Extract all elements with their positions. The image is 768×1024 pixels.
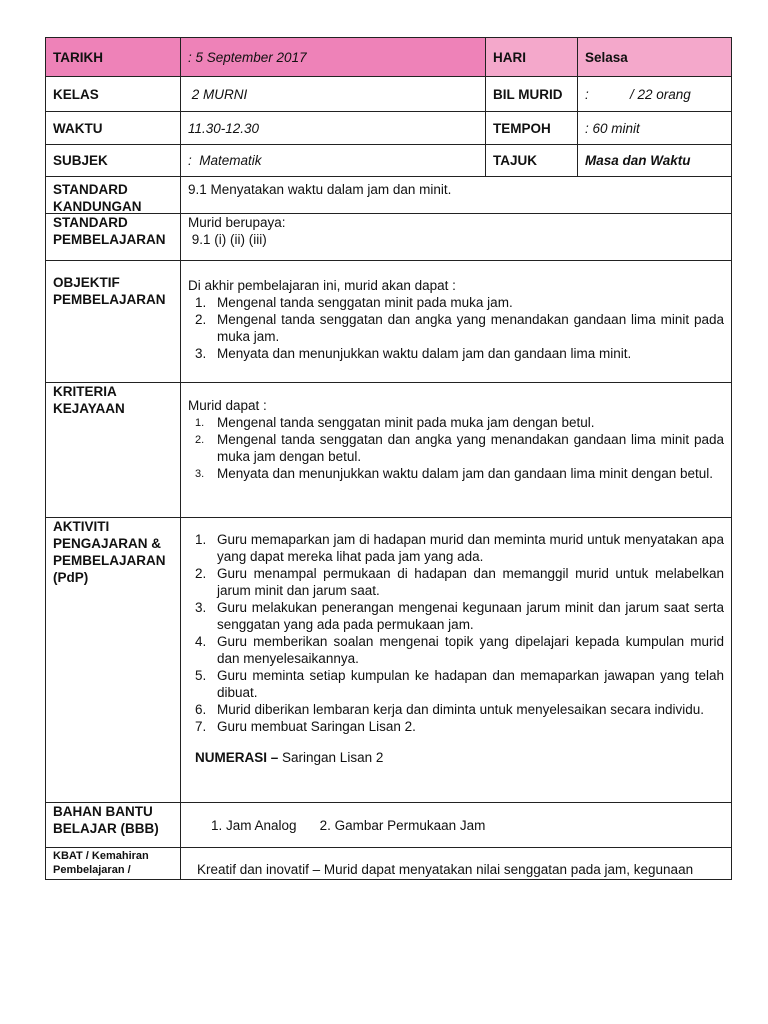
kriteria-list — [188, 414, 724, 482]
list-item: 1. Mengenal tanda senggatan minit pada muka jam. — [195, 295, 513, 310]
objektif-label: OBJEKTIF PEMBELAJARAN — [46, 261, 181, 382]
bil-murid-label: BIL MURID — [486, 77, 578, 111]
kelas-row — [46, 77, 731, 112]
list-item: 3. Guru melakukan penerangan mengenai kegunaan jarum minit dan jarum saat serta senggatan yang ada pada permukaan jam. — [195, 600, 724, 632]
list-item: 4. Guru memberikan soalan mengenai topik yang dipelajari kepada kumpulan murid dan menyelesaikannya. — [195, 634, 724, 666]
numerasi-line — [188, 749, 724, 766]
bil-murid-value: : / 22 orang — [585, 86, 691, 102]
tarikh-label: TARIKH — [46, 38, 181, 76]
list-item: 3. Menyata dan menunjukkan waktu dalam jam dan gandaan lima minit dengan betul. — [195, 466, 714, 481]
standard-pembelajaran-line2: 9.1 (i) (ii) (iii) — [188, 232, 267, 247]
subjek-row — [46, 145, 731, 177]
waktu-row — [46, 112, 731, 145]
kbat-row — [46, 848, 731, 880]
standard-kandungan-value: 9.1 Menyatakan waktu dalam jam dan minit. — [188, 182, 452, 197]
hari-label: HARI — [486, 38, 578, 76]
list-item: 5. Guru meminta setiap kumpulan ke hadapan dan memaparkan jawapan yang telah dibuat. — [195, 668, 724, 700]
waktu-value: 11.30-12.30 — [181, 112, 486, 144]
standard-pembelajaran-label: STANDARD PEMBELAJARAN — [46, 214, 181, 260]
kriteria-label: KRITERIA KEJAYAAN — [46, 383, 181, 517]
tempoh-label: TEMPOH — [486, 112, 578, 144]
tajuk-label: TAJUK — [486, 145, 578, 176]
objektif-content — [181, 261, 731, 382]
bbb-item-1: 1. Jam Analog — [211, 817, 297, 833]
list-item: 2. Mengenal tanda senggatan dan angka yang menandakan gandaan lima minit pada muka jam dengan betul. — [195, 432, 724, 464]
hari-value: Selasa — [578, 38, 731, 76]
kelas-label: KELAS — [46, 77, 181, 111]
kbat-label: KBAT / Kemahiran Pembelajaran / — [46, 848, 181, 879]
objektif-list — [188, 294, 724, 362]
kbat-value: Kreatif dan inovatif – Murid dapat menyatakan nilai senggatan pada jam, kegunaan — [197, 862, 694, 877]
numerasi-label: NUMERASI – — [195, 750, 279, 765]
header-row — [46, 38, 731, 77]
list-item: 2. Guru menampal permukaan di hadapan dan memanggil murid untuk melabelkan jarum minit dan jarum saat. — [195, 566, 724, 598]
aktiviti-row — [46, 518, 731, 803]
kriteria-row — [46, 383, 731, 518]
standard-kandungan-label: STANDARD KANDUNGAN — [46, 177, 181, 213]
bbb-content — [181, 803, 731, 847]
lesson-plan-table — [45, 37, 732, 880]
kriteria-content — [181, 383, 731, 517]
aktiviti-list — [188, 531, 724, 735]
tarikh-value: : 5 September 2017 — [181, 38, 486, 76]
list-item: 7. Guru membuat Saringan Lisan 2. — [195, 719, 416, 734]
bbb-row — [46, 803, 731, 848]
standard-pembelajaran-value — [181, 214, 731, 260]
aktiviti-content — [181, 518, 731, 802]
list-item: 6. Murid diberikan lembaran kerja dan diminta untuk menyelesaikan secara individu. — [195, 702, 705, 717]
standard-kandungan-row — [46, 177, 731, 214]
subjek-label: SUBJEK — [46, 145, 181, 176]
tempoh-value: : 60 minit — [585, 120, 640, 136]
list-item: 3. Menyata dan menunjukkan waktu dalam jam dan gandaan lima minit. — [195, 346, 632, 361]
list-item: 2. Mengenal tanda senggatan dan angka yang menandakan gandaan lima minit pada muka jam. — [195, 312, 724, 344]
bbb-item-2: 2. Gambar Permukaan Jam — [319, 817, 486, 833]
list-item: 1. Guru memaparkan jam di hadapan murid dan meminta murid untuk menyatakan apa yang dapat mereka lihat pada jam yang ada. — [195, 532, 724, 564]
subjek-value: : Matematik — [181, 145, 486, 176]
objektif-intro: Di akhir pembelajaran ini, murid akan dapat : — [188, 278, 456, 293]
tajuk-value: Masa dan Waktu — [585, 153, 691, 168]
objektif-row — [46, 261, 731, 383]
bbb-label: BAHAN BANTU BELAJAR (BBB) — [46, 803, 181, 847]
kriteria-intro: Murid dapat : — [188, 398, 267, 413]
standard-pembelajaran-row — [46, 214, 731, 261]
waktu-label: WAKTU — [46, 112, 181, 144]
list-item: 1. Mengenal tanda senggatan minit pada muka jam dengan betul. — [195, 415, 595, 430]
kelas-value: 2 MURNI — [181, 77, 486, 111]
aktiviti-label: AKTIVITI PENGAJARAN & PEMBELAJARAN (PdP) — [46, 518, 181, 802]
numerasi-text: Saringan Lisan 2 — [278, 750, 384, 765]
standard-pembelajaran-line1: Murid berupaya: — [188, 215, 286, 230]
